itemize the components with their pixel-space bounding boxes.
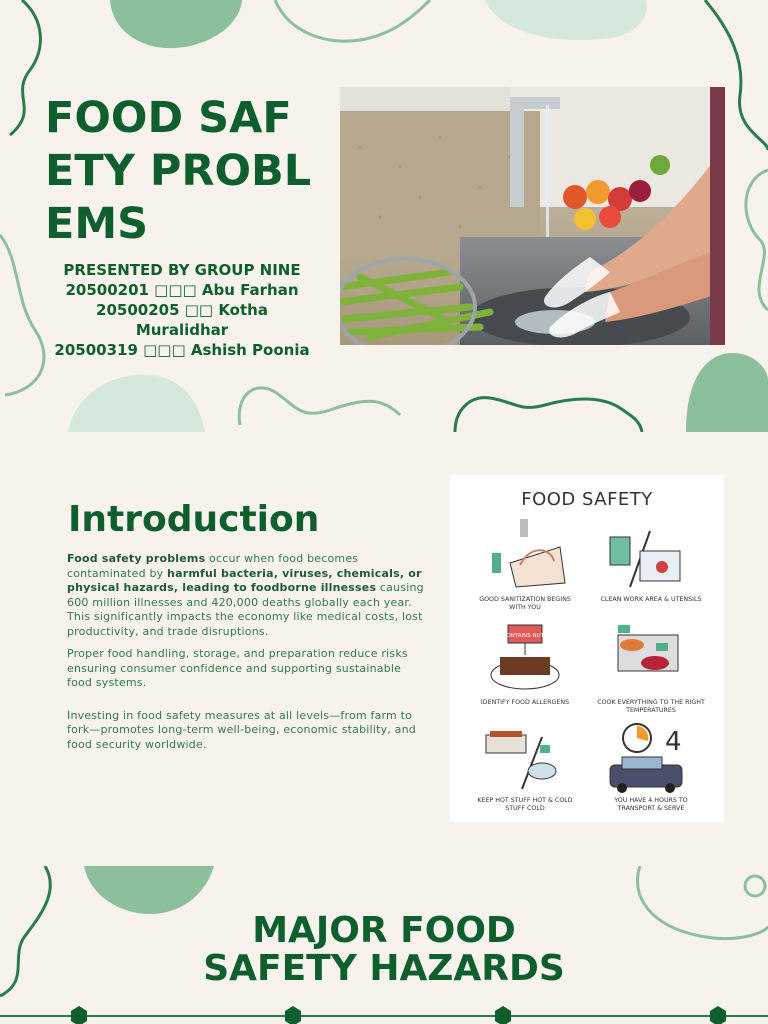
right-squiggle-mid — [746, 170, 768, 310]
top-blob — [110, 0, 242, 48]
introduction-slide — [0, 432, 768, 866]
intro-paragraph-2: Proper food handling, storage, and preparation reduce risks ensuring consumer confidence and supporting sustainable food systems. — [67, 647, 408, 689]
bottom-right-blob — [686, 353, 768, 432]
hazards-heading — [0, 912, 768, 988]
poster-illustrations — [450, 475, 724, 822]
cook-temperature-icon — [618, 625, 678, 671]
poster-title: FOOD SAFETY — [521, 489, 653, 510]
bottom-squiggle-right — [455, 398, 642, 432]
authors-block — [38, 260, 326, 360]
hazards-top-blob — [84, 866, 214, 914]
hazards-dot-1 — [71, 1006, 87, 1024]
caption-sanitization: GOOD SANITIZATION BEGINS WITH YOU — [479, 596, 571, 611]
intro-body — [67, 552, 427, 760]
bottom-left-blob — [68, 375, 205, 432]
sink-washing-vegetables-photo — [340, 87, 725, 345]
member-1: 20500201 □□□ Abu Farhan — [65, 281, 299, 299]
intro-bold-1: Food safety problems — [67, 552, 206, 565]
top-right-blob — [485, 0, 647, 40]
left-squiggle-top — [10, 0, 40, 135]
intro-paragraph-1 — [67, 552, 427, 639]
member-2: 20500205 □□ Kotha Muralidhar — [96, 301, 268, 339]
clean-work-area-icon — [610, 531, 680, 587]
bottom-squiggle-mid — [239, 388, 400, 425]
member-3: 20500319 □□□ Ashish Poonia — [54, 341, 310, 359]
presentation-title: FOOD SAFETY PROBLEMS — [45, 93, 312, 249]
hours-number: 4 — [665, 727, 682, 757]
intro-bold-2: harmful bacteria, viruses, chemicals, or physical hazards, leading to foodborne illnesses — [67, 566, 422, 594]
intro-text-1: occur when food becomes contaminated by — [67, 552, 359, 580]
top-squiggle — [275, 0, 430, 41]
intro-text-2: causing 600 million illnesses and 420,000 deaths globally each year. This significantly impacts the economy like medical costs, lost productivity, and trade disruptions. — [67, 581, 424, 638]
hazards-heading-line-1: MAJOR FOOD — [252, 910, 516, 951]
hazards-heading-line-2: SAFETY HAZARDS — [203, 948, 565, 989]
allergens-icon — [491, 625, 559, 689]
presented-by-label: PRESENTED BY GROUP NINE — [63, 261, 301, 279]
hazards-dot-3 — [495, 1006, 511, 1024]
caption-cook: COOK EVERYTHING TO THE RIGHT TEMPERATURES — [597, 699, 705, 714]
intro-paragraph-3: Investing in food safety measures at all levels—from farm to fork—promotes long-term well-being, economic stability, and food security worldwide. — [67, 708, 416, 751]
caption-allergens: IDENTIFY FOOD ALLERGENS — [480, 699, 570, 706]
nuts-sign-label: CONTAINS NUTS — [502, 633, 548, 639]
hazards-dot-4 — [710, 1006, 726, 1024]
caption-hot-cold: KEEP HOT STUFF HOT & COLD STUFF COLD — [477, 797, 573, 812]
hazards-dot-2 — [285, 1006, 301, 1024]
intro-heading: Introduction — [68, 499, 320, 540]
four-hours-icon — [610, 724, 682, 793]
hot-cold-icon — [486, 731, 556, 789]
title-slide — [0, 0, 768, 432]
caption-four-hours: YOU HAVE 4 HOURS TO TRANSPORT & SERVE — [614, 797, 688, 812]
caption-clean-work: CLEAN WORK AREA & UTENSILS — [600, 596, 702, 603]
hazards-slide — [0, 866, 768, 1024]
hazards-circle — [745, 876, 765, 896]
hand-washing-icon — [492, 519, 565, 587]
food-safety-poster — [450, 475, 724, 822]
